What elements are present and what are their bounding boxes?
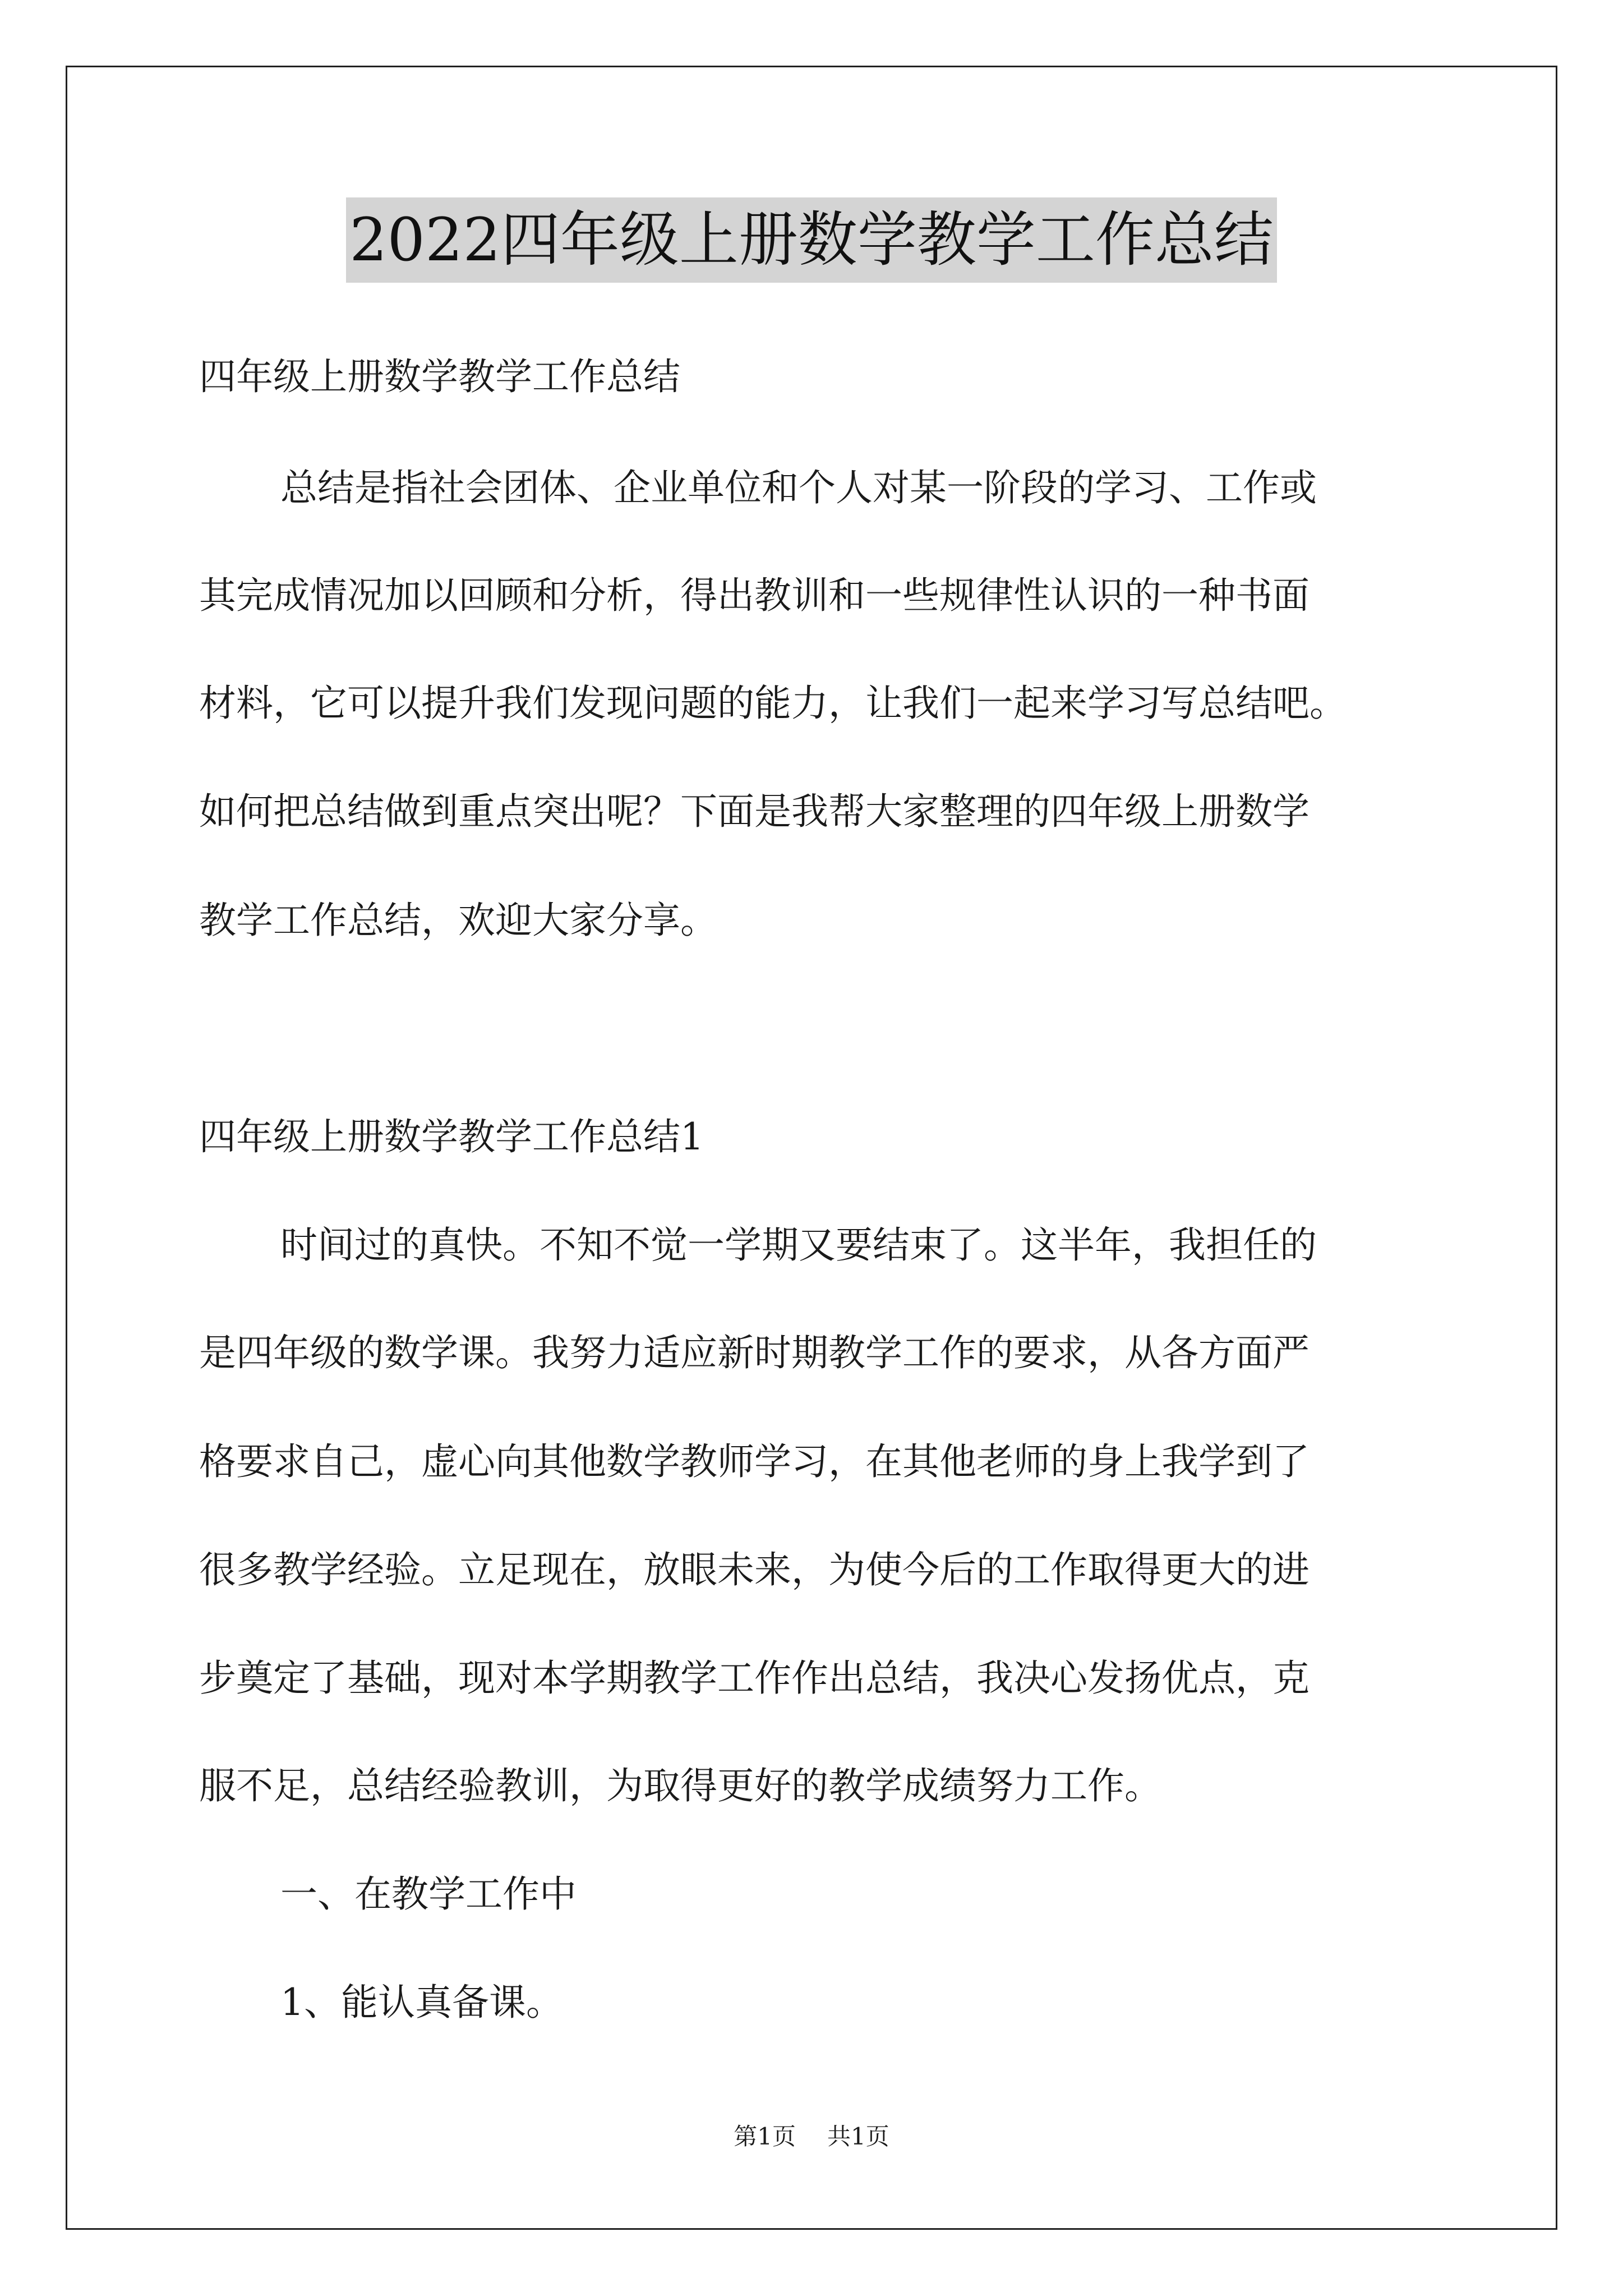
list-item-line: 1、能认真备课。 — [280, 1981, 563, 2024]
paragraph-line: 教学工作总结，欢迎大家分享。 — [199, 899, 717, 942]
section-heading: 四年级上册数学教学工作总结1 — [199, 1115, 704, 1158]
paragraph-line: 如何把总结做到重点突出呢？下面是我帮大家整理的四年级上册数学 — [199, 790, 1310, 833]
page-number-total: 共1页 — [827, 2123, 889, 2150]
page-number-current: 第1页 — [734, 2123, 796, 2150]
paragraph-line: 材料，它可以提升我们发现问题的能力，让我们一起来学习写总结吧。 — [199, 682, 1347, 725]
paragraph-line: 步奠定了基础，现对本学期教学工作作出总结，我决心发扬优点，克 — [199, 1657, 1310, 1700]
paragraph-line: 时间过的真快。不知不觉一学期又要结束了。这半年，我担任的 — [280, 1223, 1317, 1267]
document-title: 2022四年级上册数学教学工作总结 — [346, 197, 1277, 283]
page-footer — [0, 2121, 1623, 2152]
paragraph-line: 总结是指社会团体、企业单位和个人对某一阶段的学习、工作或 — [280, 466, 1317, 509]
subheading-line: 一、在教学工作中 — [280, 1872, 577, 1916]
title-container — [0, 197, 1623, 283]
paragraph-line: 格要求自己，虚心向其他数学教师学习，在其他老师的身上我学到了 — [199, 1440, 1310, 1483]
subtitle-line: 四年级上册数学教学工作总结 — [199, 355, 680, 398]
paragraph-line: 很多教学经验。立足现在，放眼未来，为使今后的工作取得更大的进 — [199, 1548, 1310, 1591]
paragraph-line: 其完成情况加以回顾和分析，得出教训和一些规律性认识的一种书面 — [199, 574, 1310, 617]
paragraph-line: 服不足，总结经验教训，为取得更好的教学成绩努力工作。 — [199, 1764, 1161, 1807]
paragraph-line: 是四年级的数学课。我努力适应新时期教学工作的要求，从各方面严 — [199, 1331, 1310, 1374]
